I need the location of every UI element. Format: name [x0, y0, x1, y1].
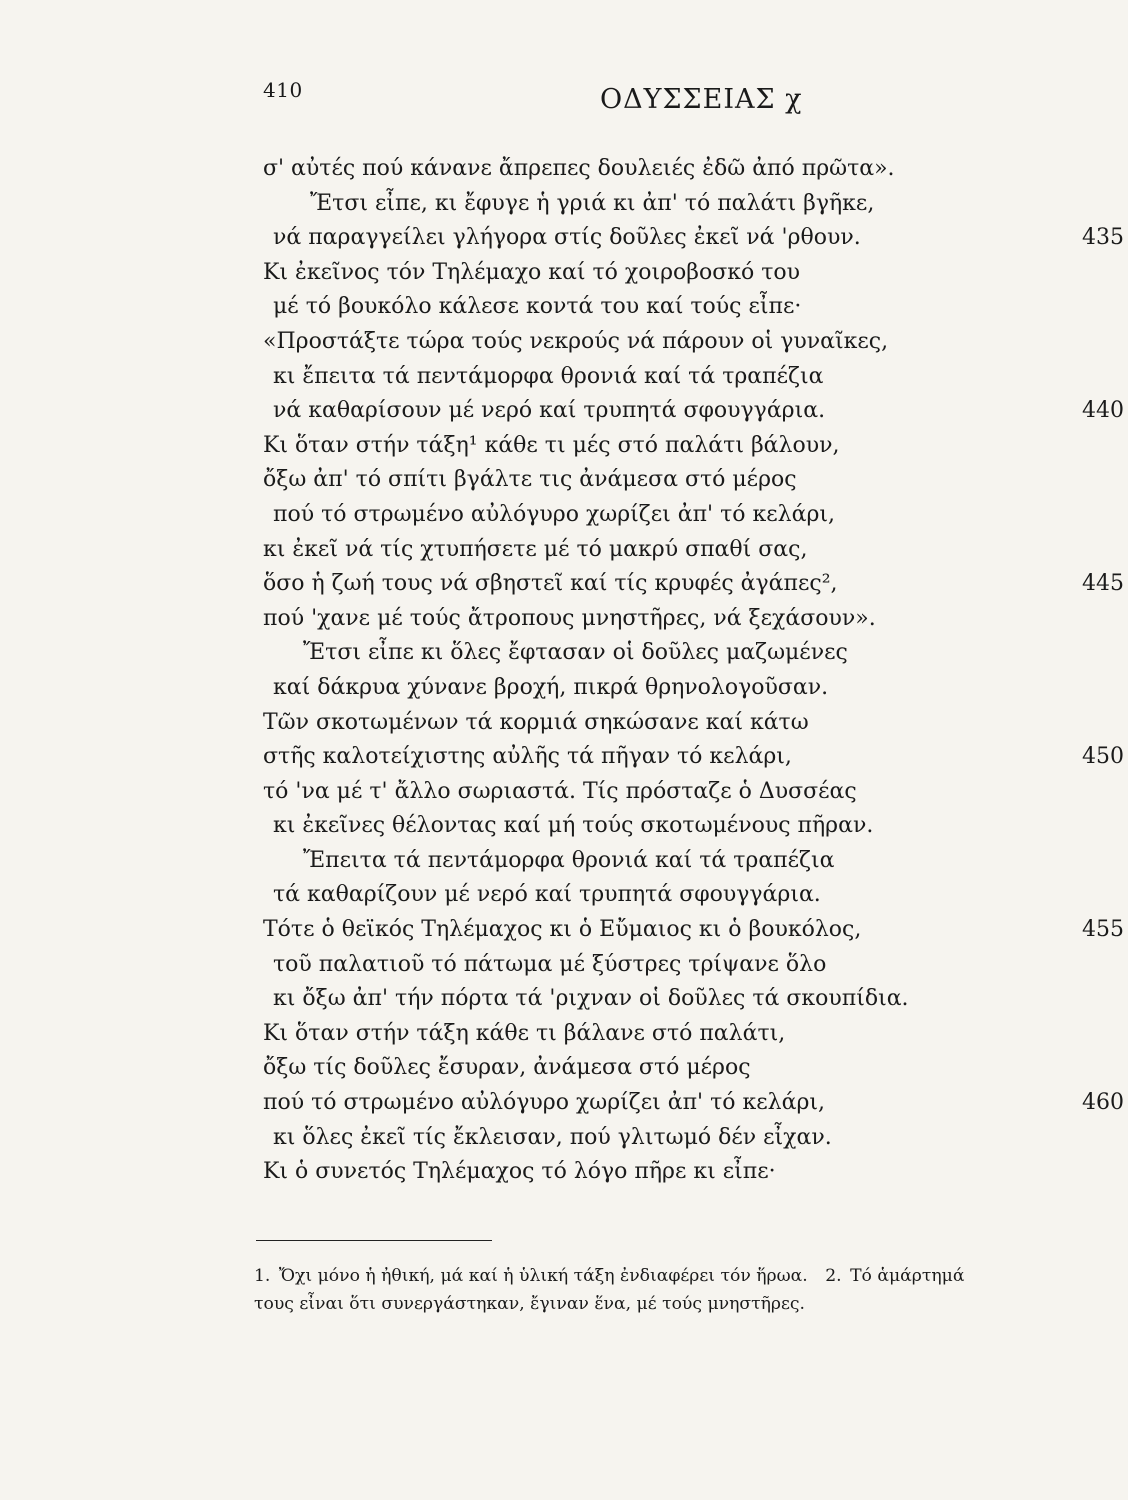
- verse-text: κι ὅλες ἐκεῖ τίς ἔκλεισαν, πού γλιτωμό δέν εἶχαν.: [273, 1124, 832, 1150]
- footnote-number: 2.: [825, 1266, 842, 1286]
- verse-line: [0, 256, 1128, 291]
- verse-line: [0, 533, 1128, 568]
- verse-text: κι ἐκεῖνες θέλοντας καί μή τούς σκοτωμένους πῆραν.: [273, 813, 874, 839]
- footnote-line: [254, 1290, 1120, 1318]
- verse-line: [0, 152, 1128, 187]
- verse-text: κι ἐκεῖ νά τίς χτυπήσετε μέ τό μακρύ σπαθί σας,: [263, 536, 808, 562]
- verse-line: [0, 809, 1128, 844]
- verse-line: [0, 706, 1128, 741]
- verse-text: πού τό στρωμένο αὐλόγυρο χωρίζει ἀπ' τό κελάρι,: [273, 501, 835, 527]
- verse-line: [0, 740, 1128, 775]
- verse-line: [0, 429, 1128, 464]
- verse-text: σ' αὐτές πού κάνανε ἄπρεπες δουλειές ἐδῶ ἀπό πρῶτα».: [263, 156, 895, 181]
- verse-line: [0, 1121, 1128, 1156]
- verse-text: «Προστάξτε τώρα τούς νεκρούς νά πάρουν οἱ γυναῖκες,: [263, 328, 889, 354]
- verse-text: ὄξω τίς δοῦλες ἔσυραν, ἀνάμεσα στό μέρος: [263, 1055, 751, 1081]
- verse-text: κι ὄξω ἀπ' τήν πόρτα τά 'ριχναν οἱ δοῦλες τά σκουπίδια.: [273, 986, 909, 1012]
- footnote-text: Ὄχι μόνο ἡ ἠθική, μά καί ἡ ὑλική τάξη ἐνδιαφέρει τόν ἥρωα.: [278, 1266, 808, 1286]
- footnote-number: 1.: [254, 1266, 271, 1286]
- verse-line: [0, 463, 1128, 498]
- verse-line: [0, 567, 1128, 602]
- verse-block: [0, 152, 1128, 1190]
- footnote-text: τους εἶναι ὅτι συνεργάστηκαν, ἔγιναν ἕνα, μέ τούς μνηστῆρες.: [254, 1294, 806, 1314]
- verse-line: [0, 187, 1128, 222]
- verse-line: [0, 325, 1128, 360]
- verse-line: [0, 671, 1128, 706]
- verse-line: [0, 1051, 1128, 1086]
- verse-line: [0, 636, 1128, 671]
- verse-text: Ἔπειτα τά πεντάμορφα θρονιά καί τά τραπέζια: [303, 847, 835, 873]
- verse-line: [0, 775, 1128, 810]
- verse-line: [0, 1086, 1128, 1121]
- verse-line: [0, 948, 1128, 983]
- verse-text: Ἔτσι εἶπε, κι ἔφυγε ἡ γριά κι ἀπ' τό παλάτι βγῆκε,: [310, 190, 875, 216]
- line-number: 435: [1082, 225, 1124, 251]
- verse-text: πού τό στρωμένο αὐλόγυρο χωρίζει ἀπ' τό κελάρι,: [263, 1090, 825, 1116]
- verse-text: νά παραγγείλει γλήγορα στίς δοῦλες ἐκεῖ νά 'ρθουν.: [273, 225, 861, 251]
- verse-text: ὄξω ἀπ' τό σπίτι βγάλτε τις ἀνάμεσα στό μέρος: [263, 467, 797, 493]
- verse-text: Κι ὅταν στήν τάξη¹ κάθε τι μές στό παλάτι βάλουν,: [263, 432, 840, 458]
- running-head: ΟΔΥΣΣΕΙΑΣ χ: [600, 84, 803, 115]
- verse-text: καί δάκρυα χύνανε βροχή, πικρά θρηνολογοῦσαν.: [273, 674, 829, 700]
- verse-text: μέ τό βουκόλο κάλεσε κοντά του καί τούς εἶπε·: [273, 294, 802, 320]
- verse-line: [0, 394, 1128, 429]
- verse-line: [0, 360, 1128, 395]
- verse-text: τά καθαρίζουν μέ νερό καί τρυπητά σφουγγάρια.: [273, 882, 821, 908]
- line-number: 460: [1082, 1090, 1124, 1116]
- verse-line: [0, 1155, 1128, 1190]
- verse-line: [0, 982, 1128, 1017]
- footnote-line: [254, 1262, 1120, 1290]
- verse-text: τοῦ παλατιοῦ τό πάτωμα μέ ξύστρες τρίψανε ὅλο: [273, 951, 827, 977]
- verse-line: [0, 1017, 1128, 1052]
- verse-text: ὅσο ἡ ζωή τους νά σβηστεῖ καί τίς κρυφές ἀγάπες²,: [263, 571, 838, 597]
- verse-line: [0, 221, 1128, 256]
- verse-line: [0, 498, 1128, 533]
- line-number: 450: [1082, 744, 1124, 770]
- verse-text: νά καθαρίσουν μέ νερό καί τρυπητά σφουγγάρια.: [273, 398, 826, 424]
- verse-text: τό 'να μέ τ' ἄλλο σωριαστά. Τίς πρόσταζε ὁ Δυσσέας: [263, 778, 857, 804]
- verse-line: [0, 290, 1128, 325]
- verse-line: [0, 878, 1128, 913]
- page-number: 410: [263, 78, 303, 102]
- footnote-divider: [256, 1240, 492, 1241]
- verse-text: Κι ἐκεῖνος τόν Τηλέμαχο καί τό χοιροβοσκό του: [263, 259, 801, 285]
- verse-line: [0, 844, 1128, 879]
- verse-text: στῆς καλοτείχιστης αὐλῆς τά πῆγαν τό κελάρι,: [263, 744, 792, 770]
- line-number: 440: [1082, 398, 1124, 424]
- footnote-text: Τό ἁμάρτημά: [850, 1266, 965, 1286]
- line-number: 445: [1082, 571, 1124, 597]
- line-number: 455: [1082, 917, 1124, 943]
- verse-line: [0, 602, 1128, 637]
- verse-text: Τῶν σκοτωμένων τά κορμιά σηκώσανε καί κάτω: [263, 709, 809, 735]
- verse-line: [0, 913, 1128, 948]
- verse-text: Τότε ὁ θεϊκός Τηλέμαχος κι ὁ Εὔμαιος κι ὁ βουκόλος,: [263, 917, 862, 943]
- verse-text: κι ἔπειτα τά πεντάμορφα θρονιά καί τά τραπέζια: [273, 363, 824, 389]
- verse-text: Κι ὅταν στήν τάξη κάθε τι βάλανε στό παλάτι,: [263, 1020, 786, 1046]
- verse-text: πού 'χανε μέ τούς ἄτροπους μνηστῆρες, νά ξεχάσουν».: [263, 605, 876, 631]
- verse-text: Ἔτσι εἶπε κι ὅλες ἔφτασαν οἱ δοῦλες μαζωμένες: [303, 640, 848, 666]
- verse-text: Κι ὁ συνετός Τηλέμαχος τό λόγο πῆρε κι εἶπε·: [263, 1159, 776, 1185]
- footnotes: [254, 1262, 1120, 1318]
